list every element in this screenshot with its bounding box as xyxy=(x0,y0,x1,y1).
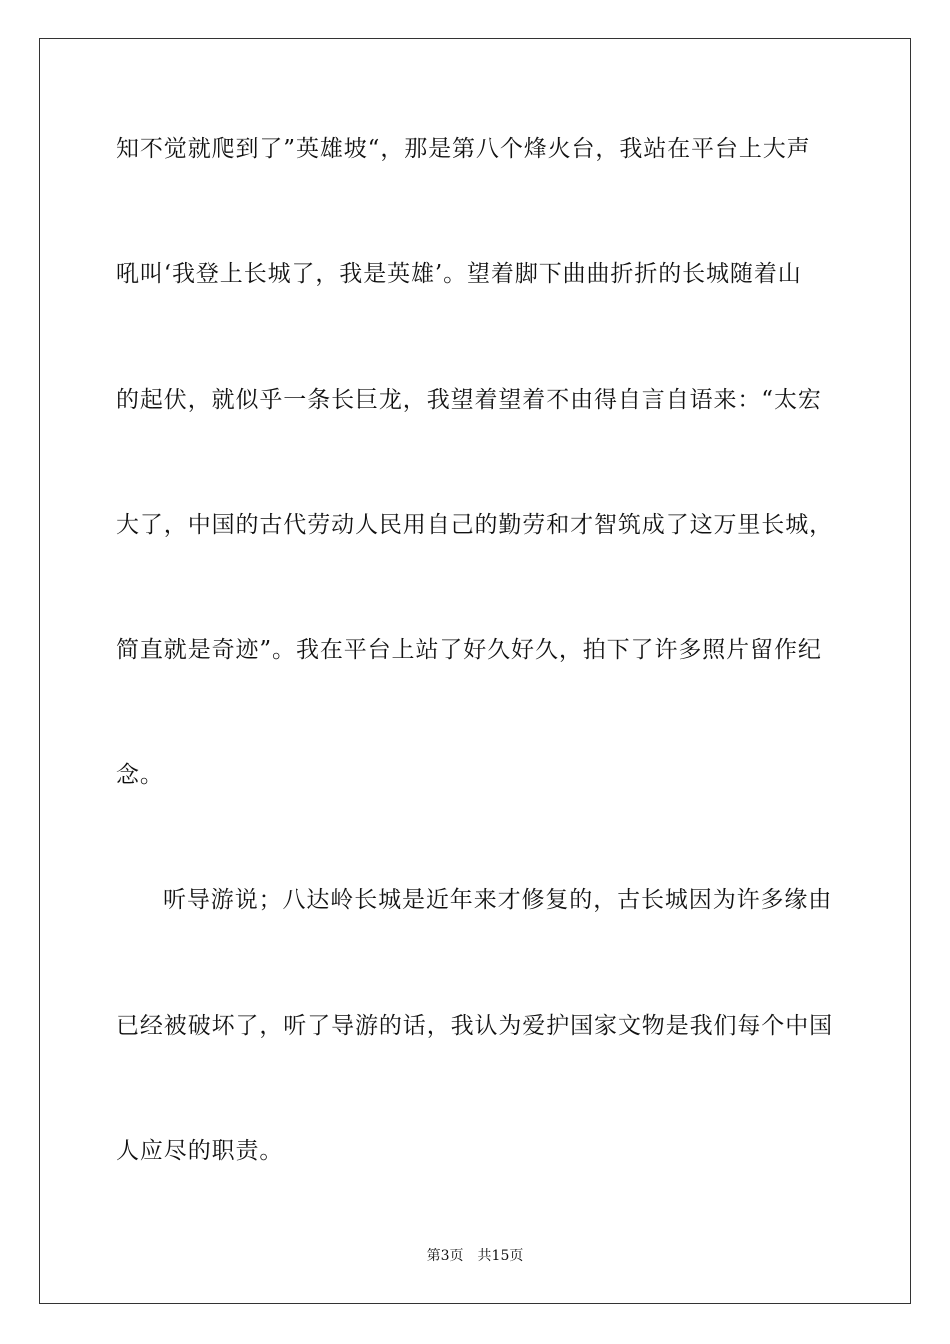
page-number: 第3页 xyxy=(426,1248,464,1264)
paragraph-line-8: 已经被破坏了，听了导游的话，我认为爱护国家文物是我们每个中国 xyxy=(116,1013,833,1039)
paragraph-line-3: 的起伏，就似乎一条长巨龙，我望着望着不由得自言自语来：“太宏 xyxy=(116,387,822,413)
paragraph-line-6: 念。 xyxy=(116,762,164,788)
paragraph-line-2: 吼叫‘我登上长城了，我是英雄’。望着脚下曲曲折折的长城随着山 xyxy=(116,261,802,287)
page-footer xyxy=(0,1246,950,1266)
paragraph-line-4: 大了，中国的古代劳动人民用自己的勤劳和才智筑成了这万里长城， xyxy=(116,512,833,538)
paragraph-line-7: 听导游说；八达岭长城是近年来才修复的，古长城因为许多缘由 xyxy=(163,887,833,913)
paragraph-line-1: 知不觉就爬到了”英雄坡“，那是第八个烽火台，我站在平台上大声 xyxy=(116,136,811,162)
paragraph-line-5: 简直就是奇迹”。我在平台上站了好久好久，拍下了许多照片留作纪 xyxy=(116,637,822,663)
page-total: 共15页 xyxy=(477,1248,524,1264)
page-border xyxy=(39,38,911,1304)
paragraph-line-9: 人应尽的职责。 xyxy=(116,1138,284,1164)
